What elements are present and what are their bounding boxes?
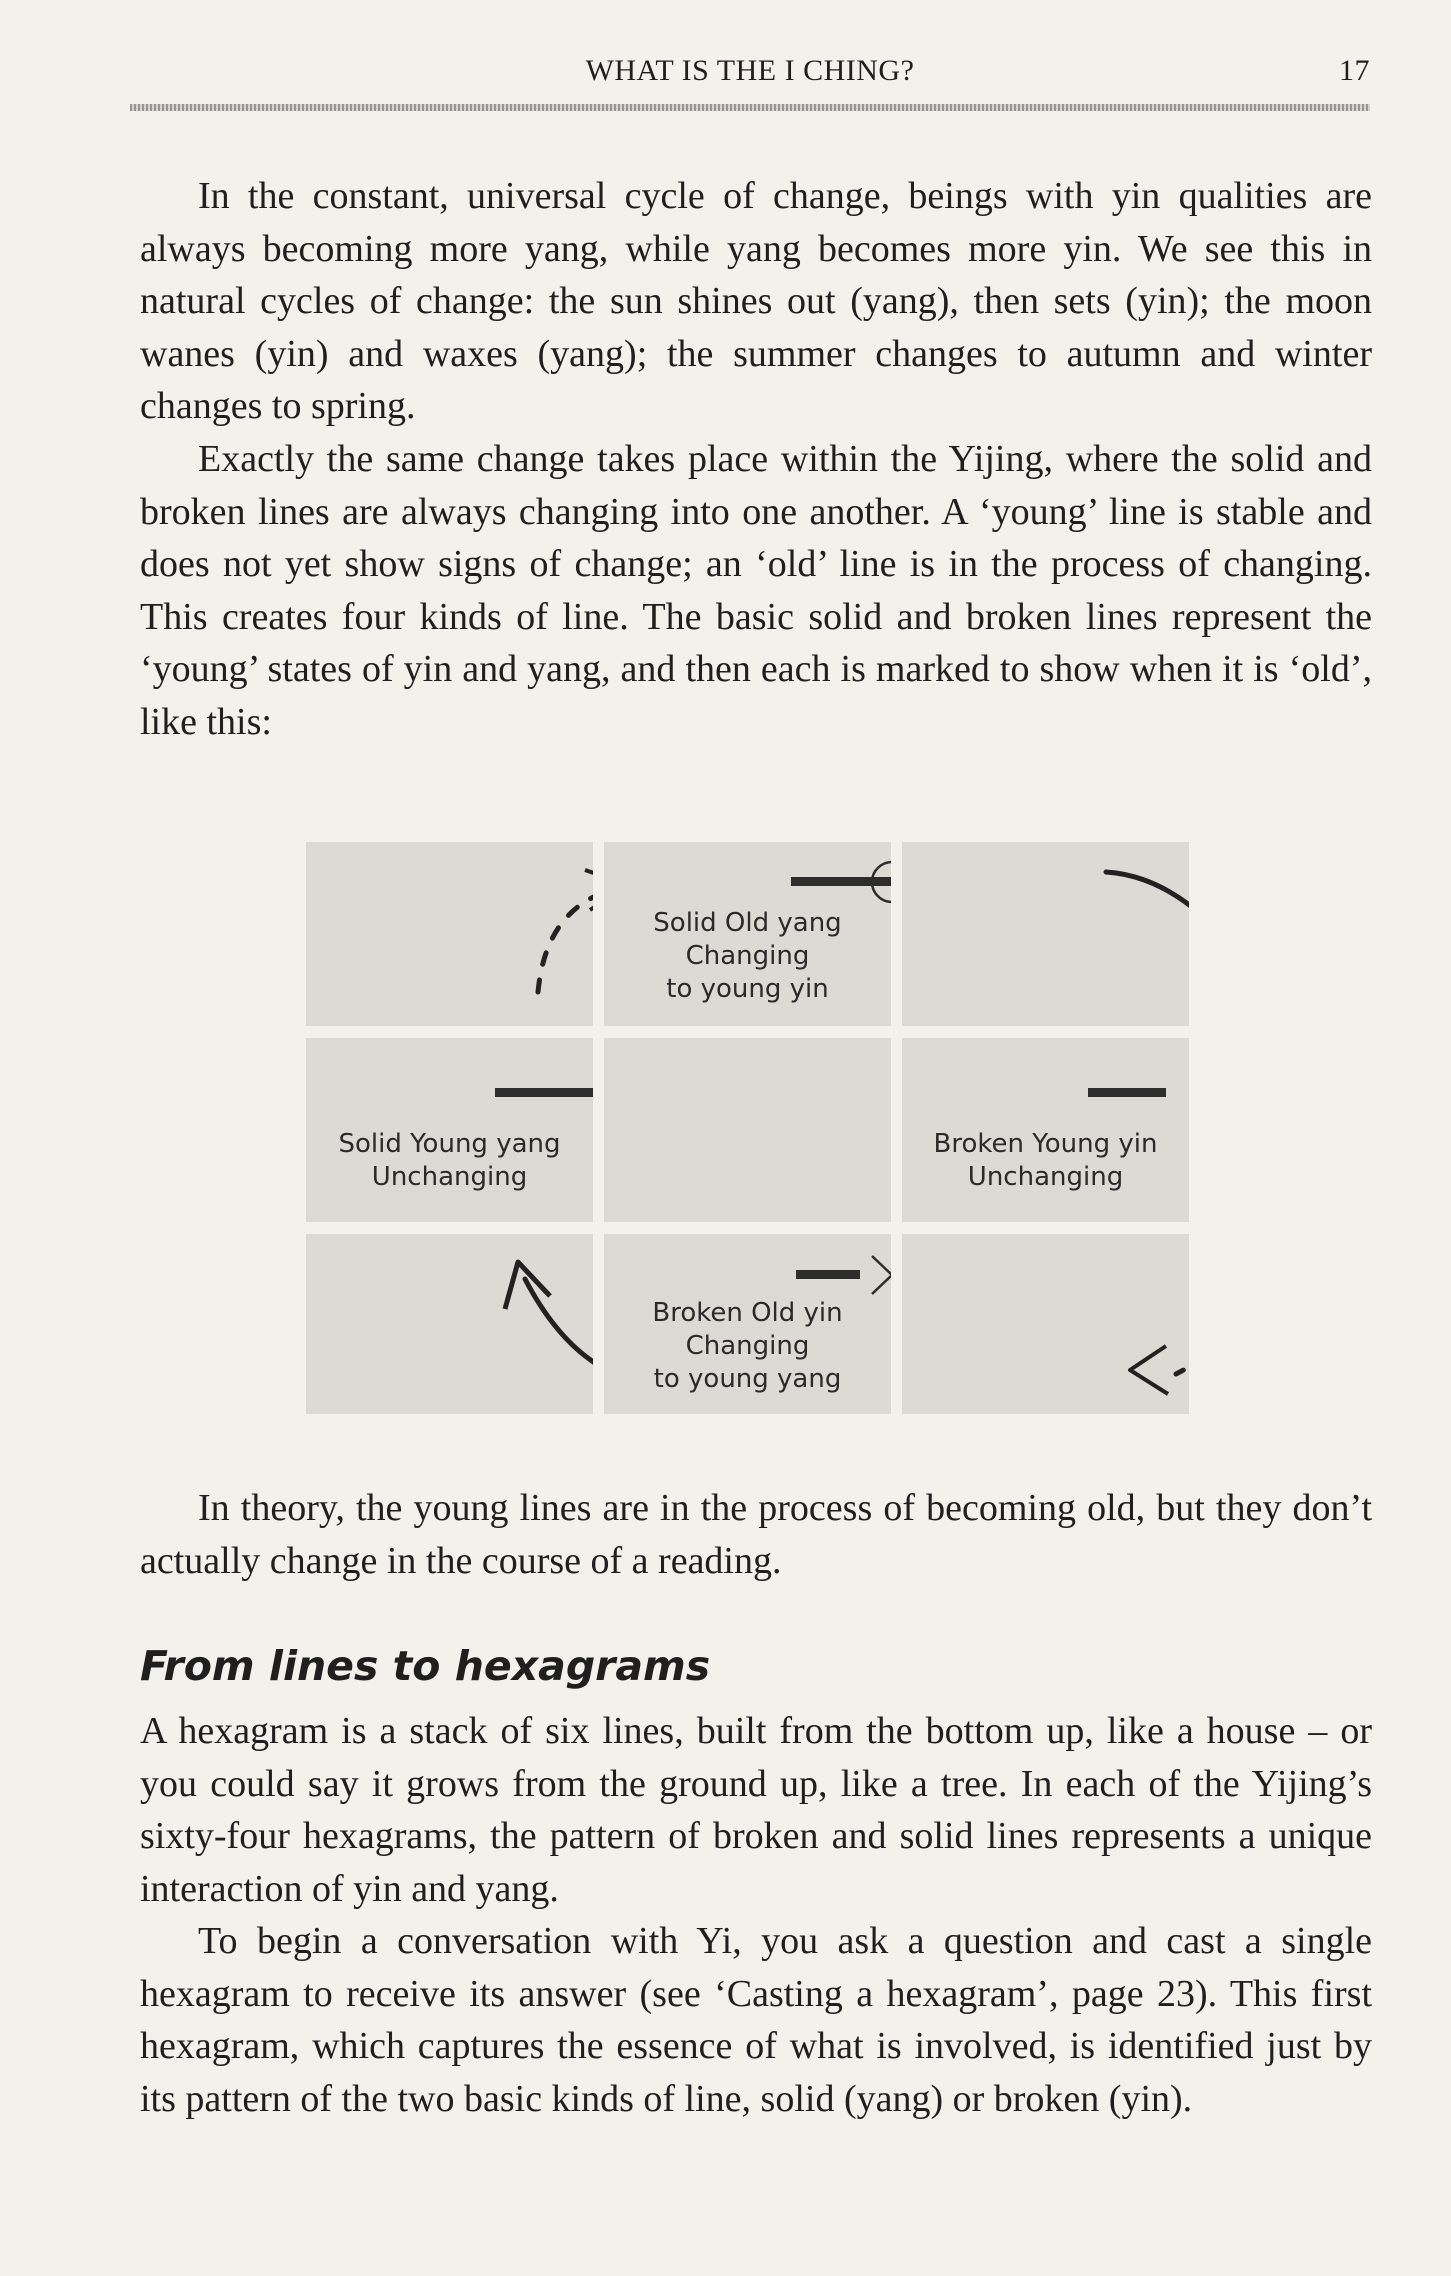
dashed-arrow-down-left-icon [1046, 1234, 1190, 1414]
paragraph-four-kinds-of-line: Exactly the same change takes place within the Yijing, where the solid and broken lines are always changing into one another. A ‘young’ line is stable and does not yet show signs of change; an ‘old’ line is in the process of changing. This creates four kinds of line. The basic solid and broken lines represent the ‘young’ states of yin and yang, and then each is marked to show when it is ‘old’, like this: [140, 438, 1372, 743]
broken-old-yin-label: Broken Old yin [652, 1298, 843, 1328]
curved-arrow-up-left-icon [450, 1234, 594, 1414]
diagram-cell-arrow-bottom-left [306, 1234, 593, 1414]
solid-old-yang-label: Solid Old yang [653, 908, 842, 938]
page-number: 17 [1339, 54, 1370, 87]
diagram-cell-solid-young-yang [306, 1038, 593, 1222]
diagram-cell-center [604, 1038, 891, 1222]
diagram-cell-solid-old-yang [604, 842, 891, 1026]
header-rule [130, 104, 1370, 111]
broken-young-yin-label: Broken Young yin [933, 1129, 1158, 1159]
solid-young-yang-state: Unchanging [371, 1162, 528, 1192]
running-head [130, 54, 1370, 94]
diagram-cell-arrow-top-right [902, 842, 1189, 1026]
diagram-cell-arrow-top-left [306, 842, 593, 1026]
paragraph-young-lines: In theory, the young lines are in the process of becoming old, but they don’t actually change in the course of a reading. [140, 1487, 1372, 1582]
paragraph-yin-yang-cycle: In the constant, universal cycle of change, beings with yin qualities are always becoming more yang, while yang becomes more yin. We see this in natural cycles of change: the sun shines out (yang), then sets (yin); the moon wanes (yin) and waxes (yang); the summer changes to autumn and winter changes to spring. [140, 175, 1372, 427]
broken-old-yin-changing: Changing [685, 1331, 810, 1361]
line-types-diagram [306, 842, 1190, 1414]
paragraph-casting-hexagram: To begin a conversation with Yi, you ask a question and cast a single hexagram to receive its answer (see ‘Casting a hexagram’, page 23). This first hexagram, which captures the essence of what is involved, is identified just by its pattern of the two basic kinds of line, solid (yang) or broken (yin). [140, 1920, 1372, 2120]
running-title: WHAT IS THE I CHING? [585, 54, 915, 87]
paragraph-hexagram-definition: A hexagram is a stack of six lines, built from the bottom up, like a house – or you could say it grows from the ground up, like a tree. In each of the Yijing’s sixty-four hexagrams, the pattern of broken and solid lines represents a unique interaction of yin and yang. [140, 1710, 1372, 1910]
diagram-cell-arrow-bottom-right [902, 1234, 1189, 1414]
broken-young-yin-state: Unchanging [967, 1162, 1124, 1192]
diagram-cell-broken-young-yin [902, 1038, 1189, 1222]
solid-old-yang-changing: Changing [685, 941, 810, 971]
broken-old-yin-target: to young yang [653, 1364, 842, 1394]
diagram-cell-broken-old-yin [604, 1234, 891, 1414]
solid-old-yang-target: to young yin [666, 974, 829, 1004]
solid-young-yang-label: Solid Young yang [338, 1129, 561, 1159]
curved-arrow-down-icon [1046, 842, 1190, 1026]
dashed-arrow-up-right-icon [450, 842, 594, 1026]
section-heading: From lines to hexagrams [140, 1642, 711, 1690]
